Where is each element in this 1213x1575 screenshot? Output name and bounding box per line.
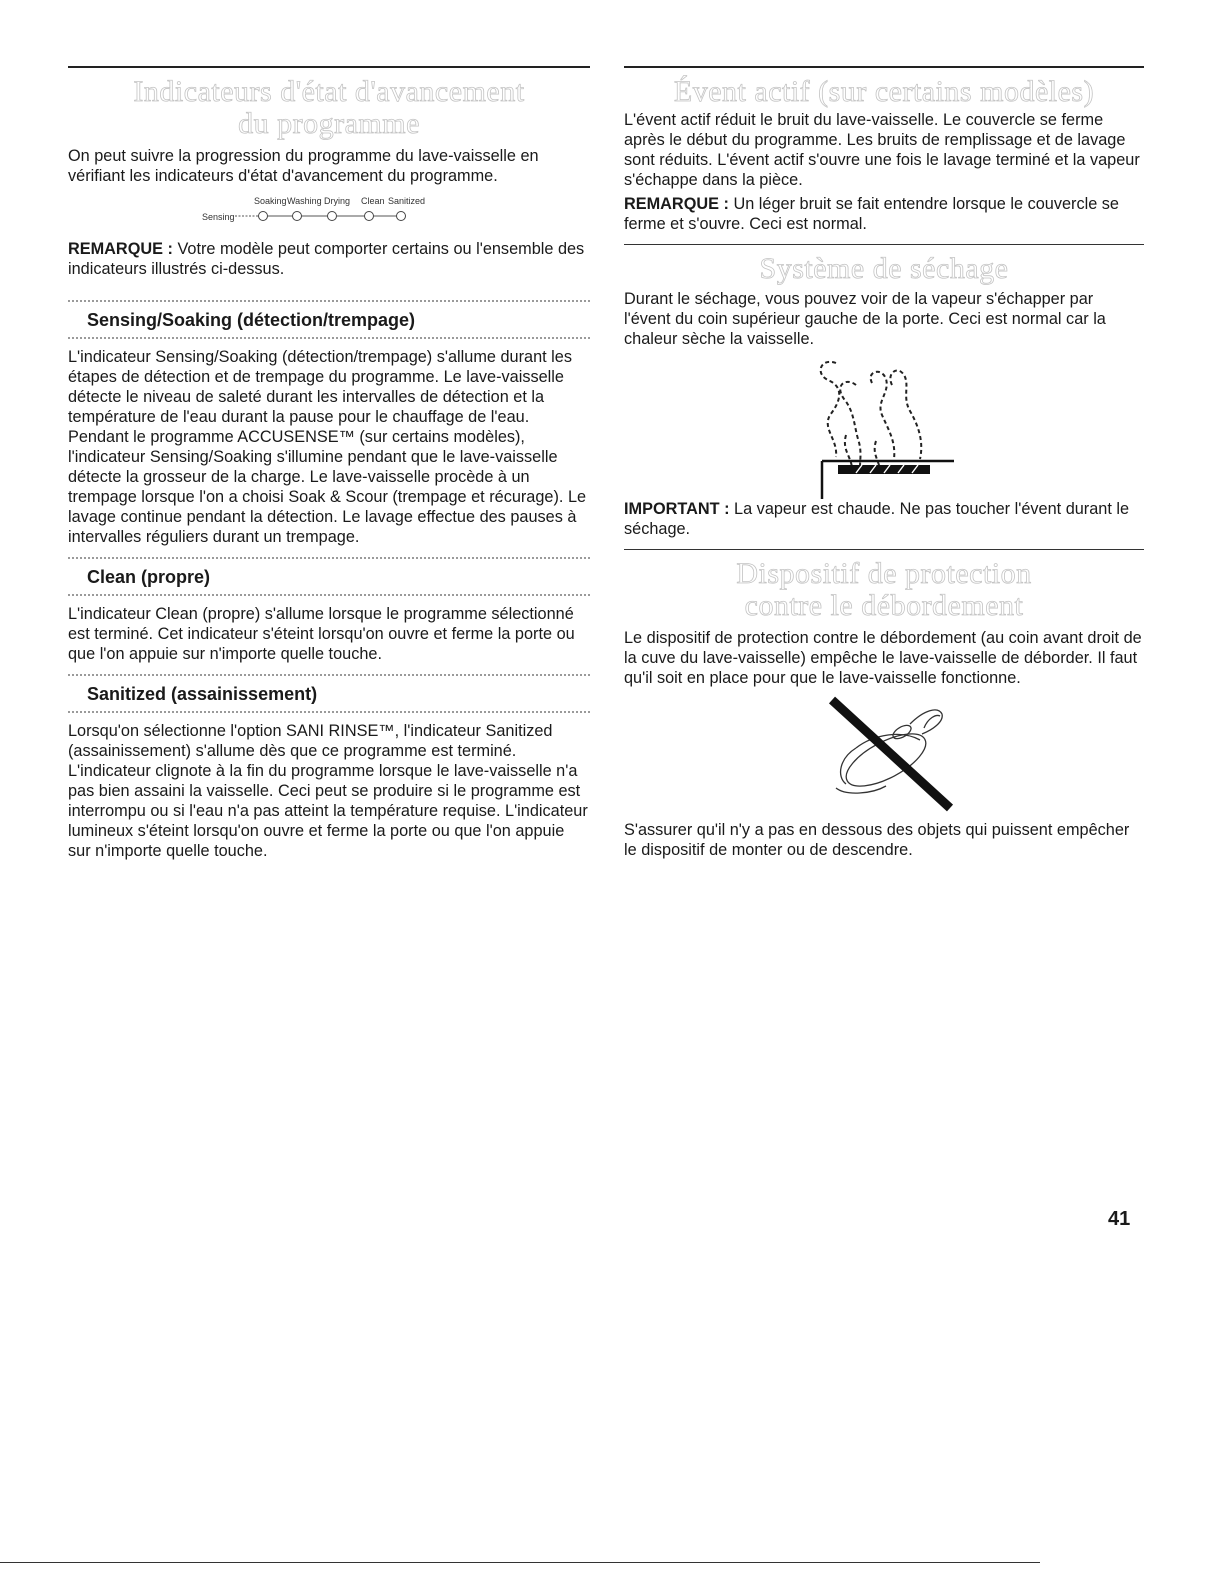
right-column: [624, 66, 1144, 860]
indicator-light-drying: [328, 212, 337, 221]
bottom-rule: [0, 1562, 1040, 1563]
sanitized-body: Lorsqu'on sélectionne l'option SANI RINSE™, l'indicateur Sanitized (assainissement) s'allume dès que ce programme est terminé. L'indicateur clignote à la fin du programme lorsque le lave-vaisselle n'a pas bien assaini la vaisselle. Ceci peut se produire si le programme est interrompu ou si l'eau n'a pas atteint la température requise. L'indicateur lumineux s'éteint lorsqu'on ouvre et ferme la porte ou que l'on appuie sur n'importe quelle touche.: [68, 722, 588, 860]
indicator-light-soaking: [259, 212, 268, 221]
overflow-protection-note: S'assurer qu'il n'y a pas en dessous des objets qui puissent empêcher le dispositif de monter ou de descendre.: [624, 821, 1130, 859]
clean-heading: Clean (propre): [87, 567, 211, 587]
cycle-indicators-title: Indicateurs d'état d'avancement du programme: [133, 75, 525, 140]
active-vent-title: Évent actif (sur certains modèles): [673, 75, 1095, 108]
sensing-soaking-heading: Sensing/Soaking (détection/trempage): [87, 310, 416, 330]
active-vent-note: [624, 194, 1144, 234]
steam-vent-illustration: [624, 349, 1144, 499]
indicator-light-washing: [293, 212, 302, 221]
note-text: Votre modèle peut comporter certains ou l'ensemble des indicateurs illustrés ci-dessus.: [68, 240, 585, 278]
sanitized-heading: Sanitized (assainissement): [87, 684, 318, 704]
overflow-float-illustration: [624, 688, 1144, 820]
indicator-label-washing: Washing: [287, 196, 322, 206]
vent-note-label: REMARQUE :: [624, 195, 729, 213]
sensing-soaking-body: L'indicateur Sensing/Soaking (détection/trempage) s'allume durant les étapes de détection et de trempage du programme. Le lave-vaisselle détecte le niveau de saleté durant les intervalles de détection et la température de l'eau durant la pause pour le chauffage de l'eau. Pendant le programme ACCUSENSE™ (sur certains modèles), l'indicateur Sensing/Soaking s'illumine pendant que le lave-vaisselle détecte la grosseur de la charge. Le lave-vaisselle procède à un trempage lorsque l'on a choisi Soak & Scour (trempage et récurage). Le lavage continue pendant la détection. Le lavage effectue des pauses à intervalles réguliers durant un trempage.: [68, 348, 587, 546]
clean-body: L'indicateur Clean (propre) s'allume lorsque le programme sélectionné est terminé. Cet indicateur s'éteint lorsqu'on ouvre et ferme la porte ou que l'on appuie sur n'importe quelle touche.: [68, 605, 575, 663]
important-text: La vapeur est chaude. Ne pas toucher l'évent durant le séchage.: [624, 500, 1130, 538]
indicator-light-sanitized: [397, 212, 406, 221]
indicator-label-drying: Drying: [324, 196, 351, 206]
indicator-label-sanitized: Sanitized: [388, 196, 426, 206]
status-indicator-diagram: [68, 195, 590, 225]
overflow-protection-body: Le dispositif de protection contre le débordement (au coin avant droit de la cuve du lave-vaisselle) empêche le lave-vaisselle de déborder. Il faut qu'il soit en place pour que le lave-vaisselle fonctionne.: [624, 629, 1142, 687]
section-rule: [624, 549, 1144, 550]
note-paragraph: [68, 239, 590, 279]
drying-system-title: Système de séchage: [759, 252, 1009, 285]
important-paragraph: [624, 499, 1144, 539]
vent-note-text: Un léger bruit se fait entendre lorsque le couvercle se ferme et s'ouvre. Ceci est normal.: [624, 195, 1119, 233]
active-vent-body: L'évent actif réduit le bruit du lave-vaisselle. Le couvercle se ferme après le début du programme. Les bruits de remplissage et de lavage sont réduits. L'évent actif s'ouvre une fois le lavage terminé et la vapeur s'échappe dans la pièce.: [624, 111, 1140, 189]
indicator-label-soaking: Soaking: [254, 196, 287, 206]
indicator-light-clean: [365, 212, 374, 221]
intro-paragraph: On peut suivre la progression du programme du lave-vaisselle en vérifiant les indicateurs d'état d'avancement du programme.: [68, 147, 539, 185]
indicator-label-clean: Clean: [361, 196, 385, 206]
drying-system-body: Durant le séchage, vous pouvez voir de la vapeur s'échapper par l'évent du coin supérieur gauche de la porte. Ceci est normal car la chaleur sèche la vaisselle.: [624, 290, 1106, 348]
left-column: [68, 66, 590, 861]
page-number: 41: [1108, 1208, 1131, 1230]
note-label: REMARQUE :: [68, 240, 173, 258]
overflow-protection-title: Dispositif de protection contre le débordement: [736, 557, 1032, 622]
top-rule: [624, 66, 1144, 68]
section-rule: [624, 244, 1144, 245]
top-rule: [68, 66, 590, 68]
important-label: IMPORTANT :: [624, 500, 730, 518]
indicator-label-sensing: Sensing: [202, 212, 235, 222]
